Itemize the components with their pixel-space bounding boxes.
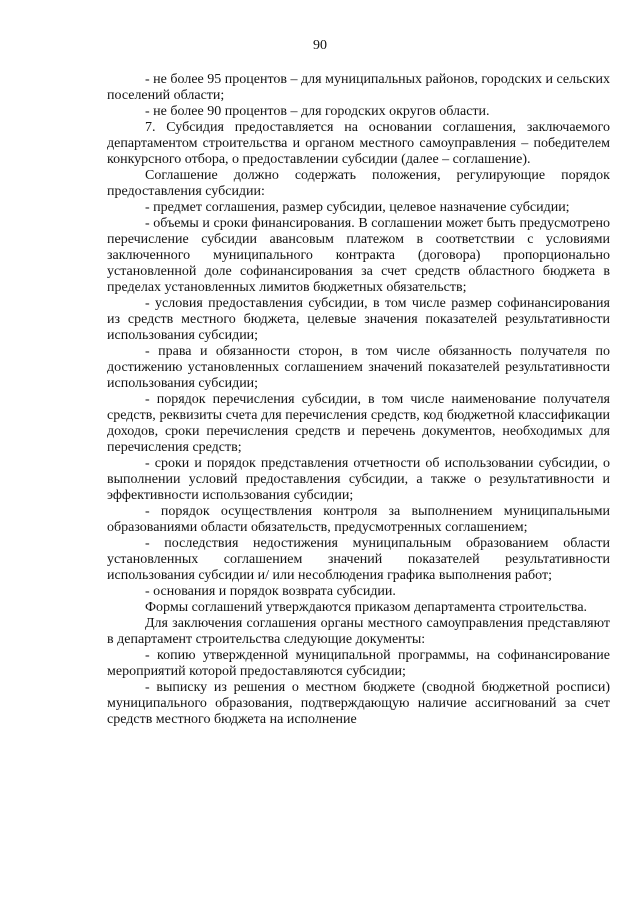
- paragraph-agreement-forms: Формы соглашений утверждаются приказом департамента строительства.: [145, 600, 588, 615]
- paragraph-item-7-agreement: 7. Субсидия предоставляется на основании соглашения, заключаемого департаментом строительства и органом местного самоуправления – победителем конкурсного отбора, о предоставлении субсидии (далее – соглашение).: [107, 120, 610, 167]
- document-body: [107, 72, 610, 728]
- paragraph-agreement-provisions: Соглашение должно содержать положения, регулирующие порядок предоставления субсидии:: [107, 168, 610, 199]
- paragraph-limit-90-percent: - не более 90 процентов – для городских округов области.: [145, 104, 490, 119]
- list-item-refund: - основания и порядок возврата субсидии.: [145, 584, 396, 599]
- list-item-reporting: - сроки и порядок представления отчетности об использовании субсидии, о выполнении условий предоставления субсидии, а также о результативности и эффективности использования субсидии;: [107, 456, 610, 503]
- list-item-subject: - предмет соглашения, размер субсидии, целевое назначение субсидии;: [145, 200, 570, 215]
- list-item-rights-obligations: - права и обязанности сторон, в том числе обязанность получателя по достижению установленных соглашением значений показателей результативности использования субсидии;: [107, 344, 610, 391]
- paragraph-limit-95-percent: - не более 95 процентов – для муниципальных районов, городских и сельских поселений области;: [107, 72, 610, 103]
- page-number: 90: [313, 38, 327, 53]
- list-item-budget-extract: - выписку из решения о местном бюджете (сводной бюджетной росписи) муниципального образования, подтверждающую наличие ассигнований за счет средств местного бюджета на исполнение: [107, 680, 610, 727]
- list-item-volumes-terms: - объемы и сроки финансирования. В соглашении может быть предусмотрено перечисление субсидии авансовым платежом в соответствии с условиями заключенного муниципального контракта (договора) пропорционально установленной доле софинансирования за счет средств областного бюджета в пределах установленных лимитов бюджетных обязательств;: [107, 216, 610, 295]
- paragraph-documents-intro: Для заключения соглашения органы местного самоуправления представляют в департамент строительства следующие документы:: [107, 616, 610, 647]
- list-item-program-copy: - копию утвержденной муниципальной программы, на софинансирование мероприятий которой предоставляются субсидии;: [107, 648, 610, 679]
- list-item-transfer-procedure: - порядок перечисления субсидии, в том числе наименование получателя средств, реквизиты счета для перечисления средств, код бюджетной классификации доходов, сроки перечисления средств и перечень документов, необходимых для перечисления средств;: [107, 392, 610, 455]
- list-item-control: - порядок осуществления контроля за выполнением муниципальными образованиями области обязательств, предусмотренных соглашением;: [107, 504, 610, 535]
- list-item-consequences: - последствия недостижения муниципальным образованием области установленных соглашением значений показателей результативности использования субсидии и/ или несоблюдения графика выполнения работ;: [107, 536, 610, 583]
- list-item-conditions: - условия предоставления субсидии, в том числе размер софинансирования из средств местного бюджета, целевые значения показателей результативности использования субсидии;: [107, 296, 610, 343]
